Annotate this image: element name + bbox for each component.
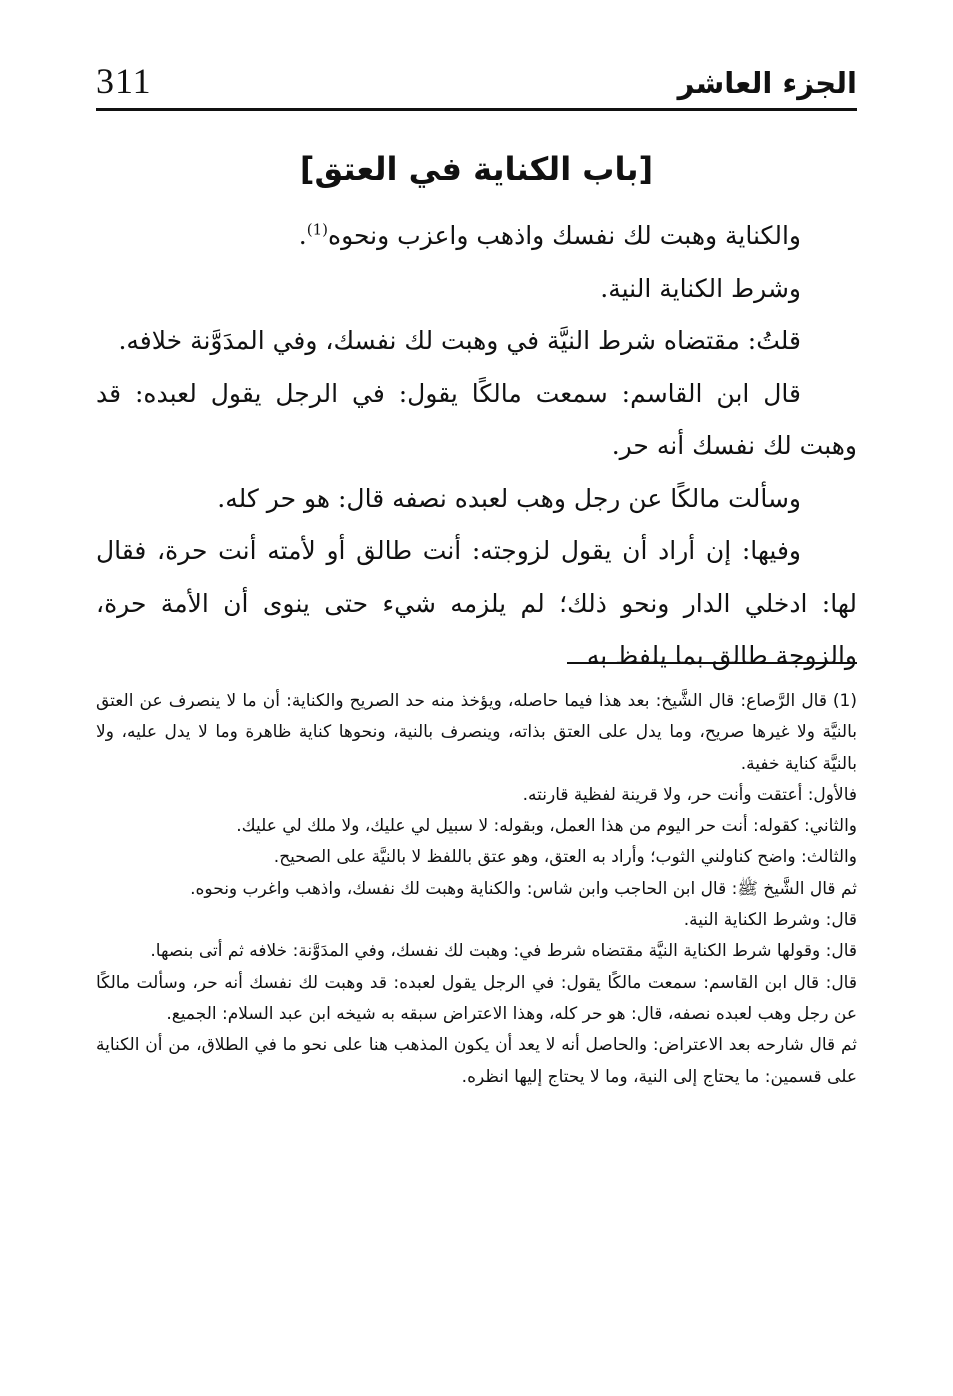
footnote-separator xyxy=(567,662,857,664)
footnote-1-a-text: قال الرَّصاع: قال الشَّيخ: بعد هذا فيما حاصله، ويؤخذ منه حد الصريح والكناية: أن ما لا ينصرف عن العتق بالنيَّة ولا غيرها صريح، وما يدل على العتق بذاته، وينصرف بالنية، ونحوها كناية ظاهرة وما لا يدل عليه، ولا بالنيَّة كناية خفية. xyxy=(96,691,857,774)
footnote-number: (1) xyxy=(832,691,857,711)
footnote-1-f: قال: وشرط الكناية النية. xyxy=(683,910,857,931)
paragraph-6: وفيها: إن أراد أن يقول لزوجته: أنت طالق أو لأمته أنت حرة، فقال لها: ادخلي الدار ونحو ذلك؛ لم يلزمه شيء حتى ينوى أن الأمة حرة، والزوجة طالق بما يلفظ به xyxy=(96,536,857,670)
footnote-1-a xyxy=(96,686,857,780)
footnote-1-c: والثاني: كقوله: أنت حر اليوم من هذا العمل، وبقوله: لا سبيل لي عليك، ولا ملك لي عليك. xyxy=(236,816,857,837)
paragraph-2: وشرط الكناية النية. xyxy=(600,273,801,303)
footnote-reference[interactable]: (1) xyxy=(306,220,328,239)
section-title: [باب الكناية في العتق] xyxy=(299,150,654,188)
page-header xyxy=(96,50,857,111)
footnote-1-e: ثم قال الشَّيخ ﷺ: قال ابن الحاجب وابن شاس: والكناية وهبت لك نفسك، واذهب واغرب ونحوه. xyxy=(190,878,857,899)
main-text xyxy=(96,210,857,683)
footnote-1-g: قال: وقولها شرط الكناية النيَّة مقتضاه شرط في: وهبت لك نفسك، وفي المدَوَّنة: خلافه ثم أتى بنصها. xyxy=(150,941,857,962)
paragraph-1 xyxy=(96,210,857,263)
footnote-1-h: قال: قال ابن القاسم: سمعت مالكًا يقول: في الرجل يقول لعبده: قد وهبت لك نفسك أنه حر، وسألت مالكًا عن رجل وهب لعبده نصفه، قال: هو حر كله، وهذا الاعتراض سبقه به شيخه ابن عبد السلام: الجميع. xyxy=(96,972,857,1024)
paragraph-1-end: . xyxy=(298,221,307,250)
page-number: 311 xyxy=(96,61,152,101)
footnote-1-b: فالأول: أعتقت وأنت حر، ولا قرينة لفظية قارنته. xyxy=(522,784,857,805)
footnote-1-i: ثم قال شارحه بعد الاعتراض: والحاصل أنه لا يعد أن يكون المذهب هنا على نحو ما في الطلاق، من أن الكناية على قسمين: ما يحتاج إلى النية، وما لا يحتاج إليها انظره. xyxy=(96,1035,857,1087)
paragraph-1-text: والكناية وهبت لك نفسك واذهب واعزب ونحوه xyxy=(328,221,801,250)
paragraph-4: قال ابن القاسم: سمعت مالكًا يقول: في الرجل يقول لعبده: قد وهبت لك نفسك أنه حر. xyxy=(96,378,857,460)
footnote-1-d: والثالث: واضح كناولني الثوب؛ وأراد به العتق، وهو عتق باللفظ لا بالنيَّة على الصحيح. xyxy=(273,847,857,868)
paragraph-3: قلتُ: مقتضاه شرط النيَّة في وهبت لك نفسك، وفي المدَوَّنة خلافه. xyxy=(118,326,801,355)
paragraph-5: وسألت مالكًا عن رجل وهب لعبده نصفه قال: هو حر كله. xyxy=(217,483,801,513)
running-title: الجزء العاشر xyxy=(677,66,857,100)
footnotes xyxy=(96,686,857,1093)
